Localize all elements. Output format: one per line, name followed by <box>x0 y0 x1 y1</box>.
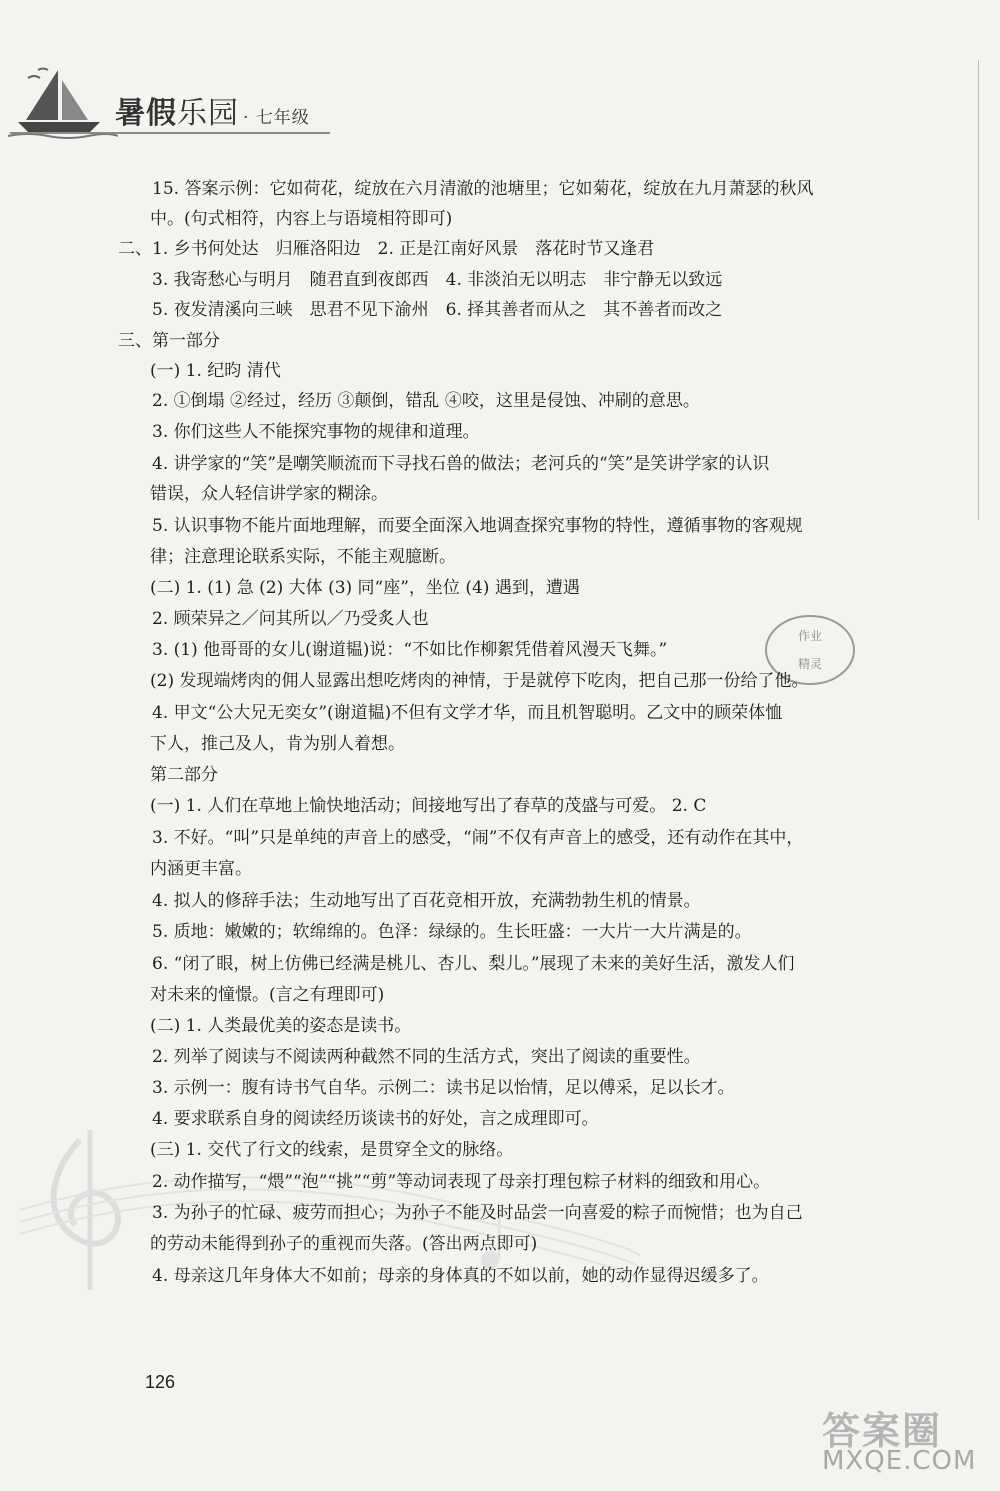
answer-line: 律；注意理论联系实际，不能主观臆断。 <box>150 547 456 567</box>
page-number: 126 <box>145 1372 176 1392</box>
answer-line: 对未来的憧憬。(言之有理即可) <box>150 985 385 1005</box>
answer-line: 2. ①倒塌 ②经过，经历 ③颠倒，错乱 ④咬，这里是侵蚀、冲刷的意思。 <box>152 391 700 411</box>
stamp-bottom-text: 精灵 <box>797 657 823 671</box>
answer-line: (一) 1. 人们在草地上愉快地活动；间接地写出了春草的茂盛与可爱。 2. C <box>150 796 707 816</box>
title-light: 乐园 <box>177 96 239 131</box>
section-heading: 第二部分 <box>150 765 218 785</box>
page-edge <box>978 60 979 520</box>
answer-line: 3. (1) 他哥哥的女儿(谢道韫)说：“不如比作柳絮凭借着风漫天飞舞。” <box>152 640 668 660</box>
answer-line: 2. 顾荣异之／问其所以／乃受炙人也 <box>152 609 429 629</box>
answer-line: 2. 动作描写，“煨”“泡”“挑”“剪”等动词表现了母亲打理包粽子材料的细致和用心。 <box>152 1172 771 1192</box>
answer-line: 4. 母亲这几年身体大不如前；母亲的身体真的不如以前，她的动作显得迟缓多了。 <box>152 1266 769 1286</box>
answer-line: 4. 要求联系自身的阅读经历谈读书的好处，言之成理即可。 <box>152 1109 599 1129</box>
grade-label: · 七年级 <box>243 108 310 128</box>
title-bold: 暑假 <box>115 96 177 131</box>
answer-line: 4. 讲学家的“笑”是嘲笑顺流而下寻找石兽的做法；老河兵的“笑”是笑讲学家的认识 <box>152 454 770 474</box>
answer-line: 3. 我寄愁心与明月 随君直到夜郎西 4. 非淡泊无以明志 非宁静无以致远 <box>152 270 723 290</box>
answer-line: 3. 为孙子的忙碌、疲劳而担心；为孙子不能及时品尝一向喜爱的粽子而惋惜；也为自己 <box>152 1203 803 1223</box>
book-title <box>115 88 310 132</box>
answer-line: (二) 1. (1) 急 (2) 大体 (3) 同“座”，坐位 (4) 遇到，遭遇 <box>150 578 580 598</box>
answer-line: 5. 夜发清溪向三峡 思君不见下渝州 6. 择其善者而从之 其不善者而改之 <box>152 300 723 320</box>
answer-line: 4. 甲文“公大兄无奕女”(谢道韫)不但有文学才华，而且机智聪明。乙文中的顾荣体恤 <box>152 703 783 723</box>
header-divider <box>10 132 330 134</box>
watermark-url: MXQE.COM <box>822 1446 977 1476</box>
section-heading: 二、1. 乡书何处达 归雁洛阳边 2. 正是江南好风景 落花时节又逢君 <box>118 239 655 259</box>
answer-line: 2. 列举了阅读与不阅读两种截然不同的生活方式，突出了阅读的重要性。 <box>152 1047 701 1067</box>
answer-line: 中。(句式相符，内容上与语境相符即可) <box>150 209 453 229</box>
answer-line: 的劳动未能得到孙子的重视而失落。(答出两点即可) <box>150 1234 538 1254</box>
answer-line: (二) 1. 人类最优美的姿态是读书。 <box>150 1016 412 1036</box>
answer-line: 3. 示例一：腹有诗书气自华。示例二：读书足以怡情，足以傅采，足以长才。 <box>152 1078 735 1098</box>
answer-line: 15. 答案示例：它如荷花，绽放在六月清澈的池塘里；它如菊花，绽放在九月萧瑟的秋风 <box>152 179 814 199</box>
answer-line: 5. 认识事物不能片面地理解，而要全面深入地调查探究事物的特性，遵循事物的客观规 <box>152 516 803 536</box>
answer-line: 3. 不好。“叫”只是单纯的声音上的感受，“闹”不仅有声音上的感受，还有动作在其中， <box>152 828 804 848</box>
answer-line: (一) 1. 纪昀 清代 <box>150 361 281 381</box>
sailboat-logo-icon <box>8 62 118 142</box>
stamp-top-text: 作业 <box>797 629 823 643</box>
answer-line: 3. 你们这些人不能探究事物的规律和道理。 <box>152 422 480 442</box>
section-heading: 三、第一部分 <box>118 331 220 351</box>
answer-line: 下人，推己及人，肯为别人着想。 <box>150 734 405 754</box>
answer-line: 内涵更丰富。 <box>150 859 252 879</box>
answer-line: 6. “闭了眼，树上仿佛已经满是桃儿、杏儿、梨儿。”展现了未来的美好生活，激发人们 <box>152 954 795 974</box>
answer-line: 4. 拟人的修辞手法；生动地写出了百花竞相开放，充满勃勃生机的情景。 <box>152 891 701 911</box>
answer-line: (三) 1. 交代了行文的线索，是贯穿全文的脉络。 <box>150 1140 514 1160</box>
watermark-logo: 答案圈 <box>822 1409 943 1453</box>
answer-line: 错误，众人轻信讲学家的糊涂。 <box>150 484 388 504</box>
answer-line: 5. 质地：嫩嫩的；软绵绵的。色泽：绿绿的。生长旺盛：一大片一大片满是的。 <box>152 922 752 942</box>
answer-line: (2) 发现端烤肉的佣人显露出想吃烤肉的神情，于是就停下吃肉，把自己那一份给了他。 <box>150 671 809 691</box>
